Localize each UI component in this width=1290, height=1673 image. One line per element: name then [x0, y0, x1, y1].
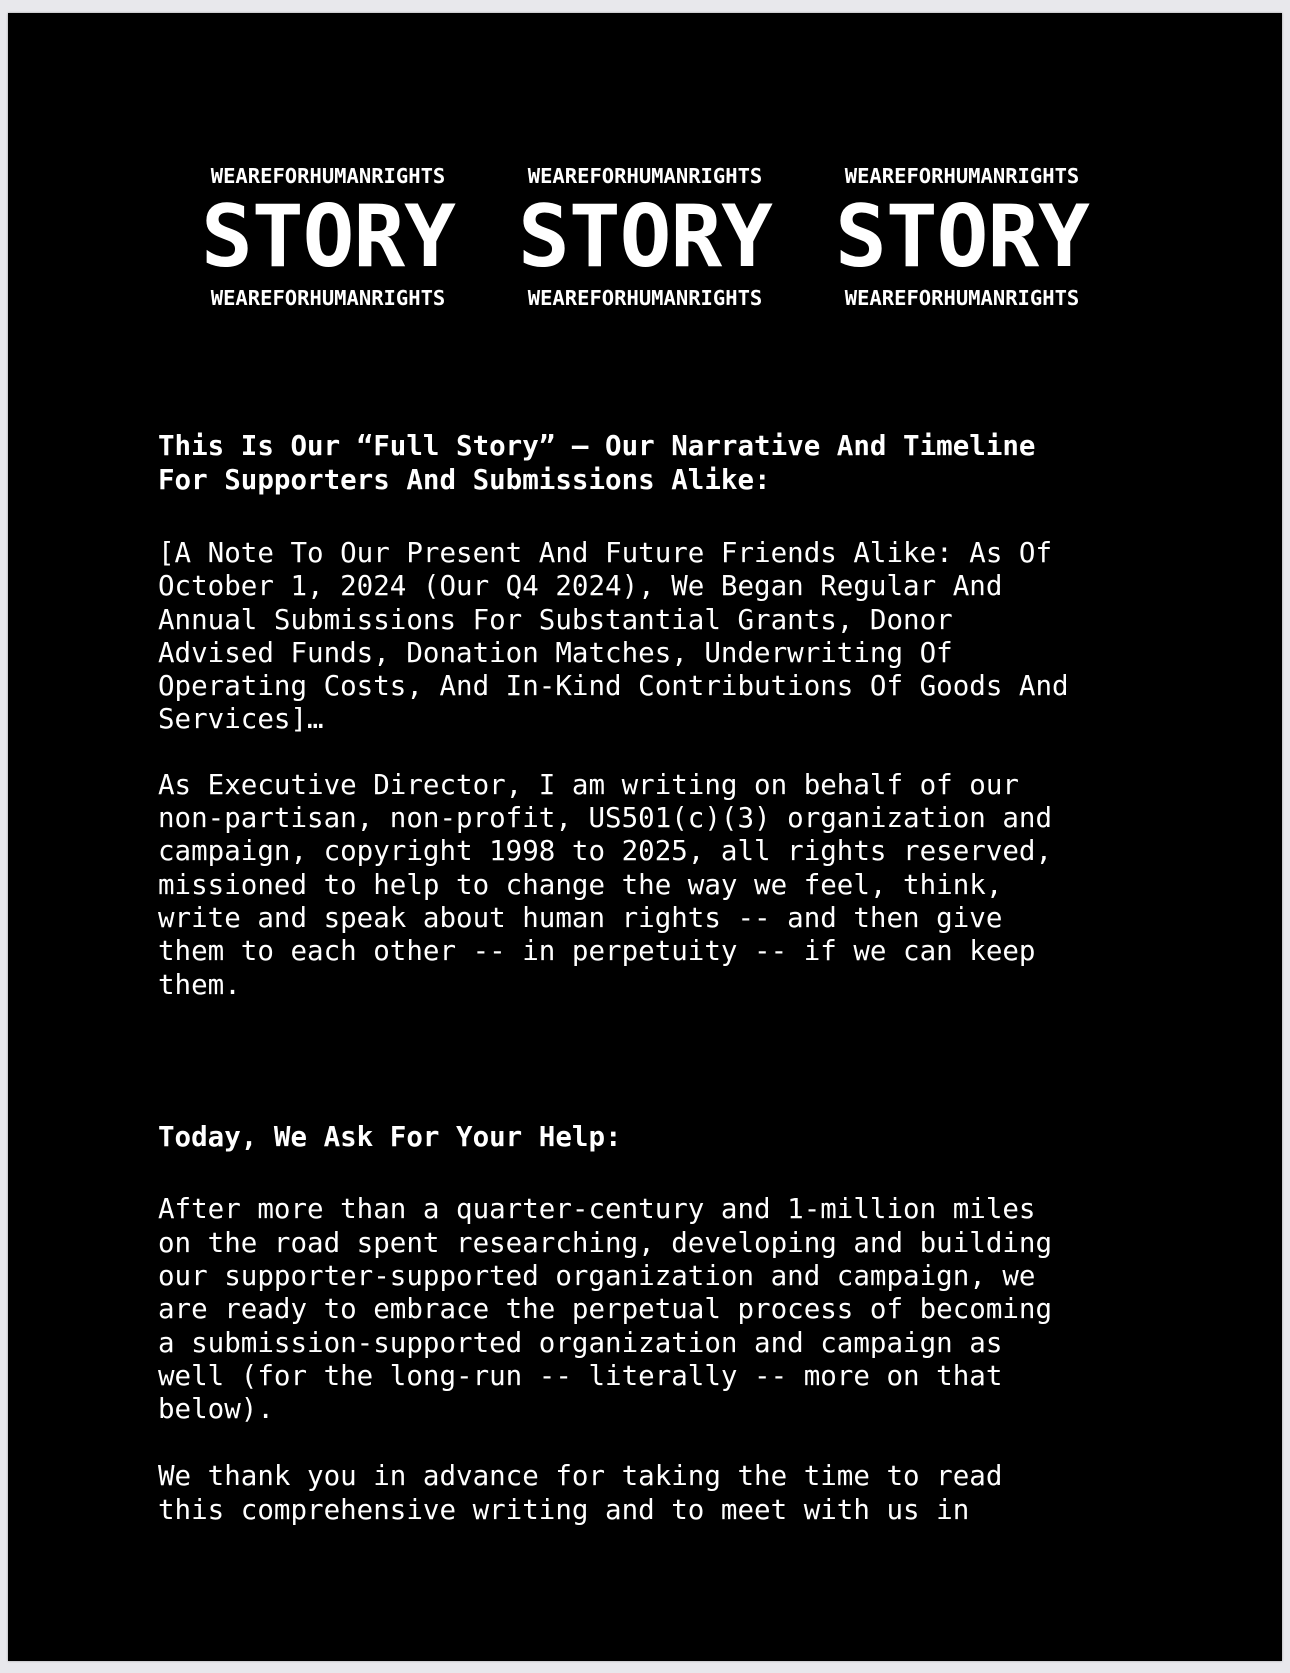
header-top-tag: WEAREFORHUMANRIGHTS	[844, 164, 1080, 188]
full-story-heading: This Is Our “Full Story” – Our Narrative And Timeline For Supporters And Submissions Alike:	[158, 430, 1036, 496]
story-header-column-3	[831, 163, 1094, 311]
story-title: STORY	[835, 187, 1089, 287]
help-heading: Today, We Ask For Your Help:	[158, 1120, 622, 1153]
ask-paragraph: After more than a quarter-century and 1-million miles on the road spent researching, developing and building our supporter-supported organization and campaign, we are ready to embrace the perpetual process of becoming a submission-supported organization and campaign as well (for the long-run -- literally -- more on that below).	[158, 1193, 1053, 1426]
header-bottom-tag: WEAREFORHUMANRIGHTS	[527, 286, 763, 310]
header-top-tag: WEAREFORHUMANRIGHTS	[527, 164, 763, 188]
intro-paragraph: As Executive Director, I am writing on behalf of our non-partisan, non-profit, US501(c)(3) organization and campaign, copyright 1998 to 2025, all rights reserved, missioned to help to change the way we feel, think, write and speak about human rights -- and then give them to each other -- in perpetuity -- if we can keep them.	[158, 768, 1053, 1001]
story-title: STORY	[201, 187, 455, 287]
story-title: STORY	[518, 187, 772, 287]
header-top-tag: WEAREFORHUMANRIGHTS	[210, 164, 446, 188]
header-bottom-tag: WEAREFORHUMANRIGHTS	[210, 286, 446, 310]
story-header	[8, 163, 1282, 311]
note-paragraph: [A Note To Our Present And Future Friends Alike: As Of October 1, 2024 (Our Q4 2024), We Began Regular And Annual Submissions For Substantial Grants, Donor Advised Funds, Donation Matches, Underwriting Of Operating Costs, And In-Kind Contributions Of Goods And Services]…	[158, 537, 1069, 736]
story-header-column-2	[514, 163, 777, 311]
thanks-paragraph: We thank you in advance for taking the time to read this comprehensive writing and to meet with us in	[158, 1460, 1003, 1526]
header-bottom-tag: WEAREFORHUMANRIGHTS	[844, 286, 1080, 310]
story-header-column-1	[197, 163, 460, 311]
document-body	[158, 430, 1168, 1527]
document-page	[8, 13, 1282, 1661]
